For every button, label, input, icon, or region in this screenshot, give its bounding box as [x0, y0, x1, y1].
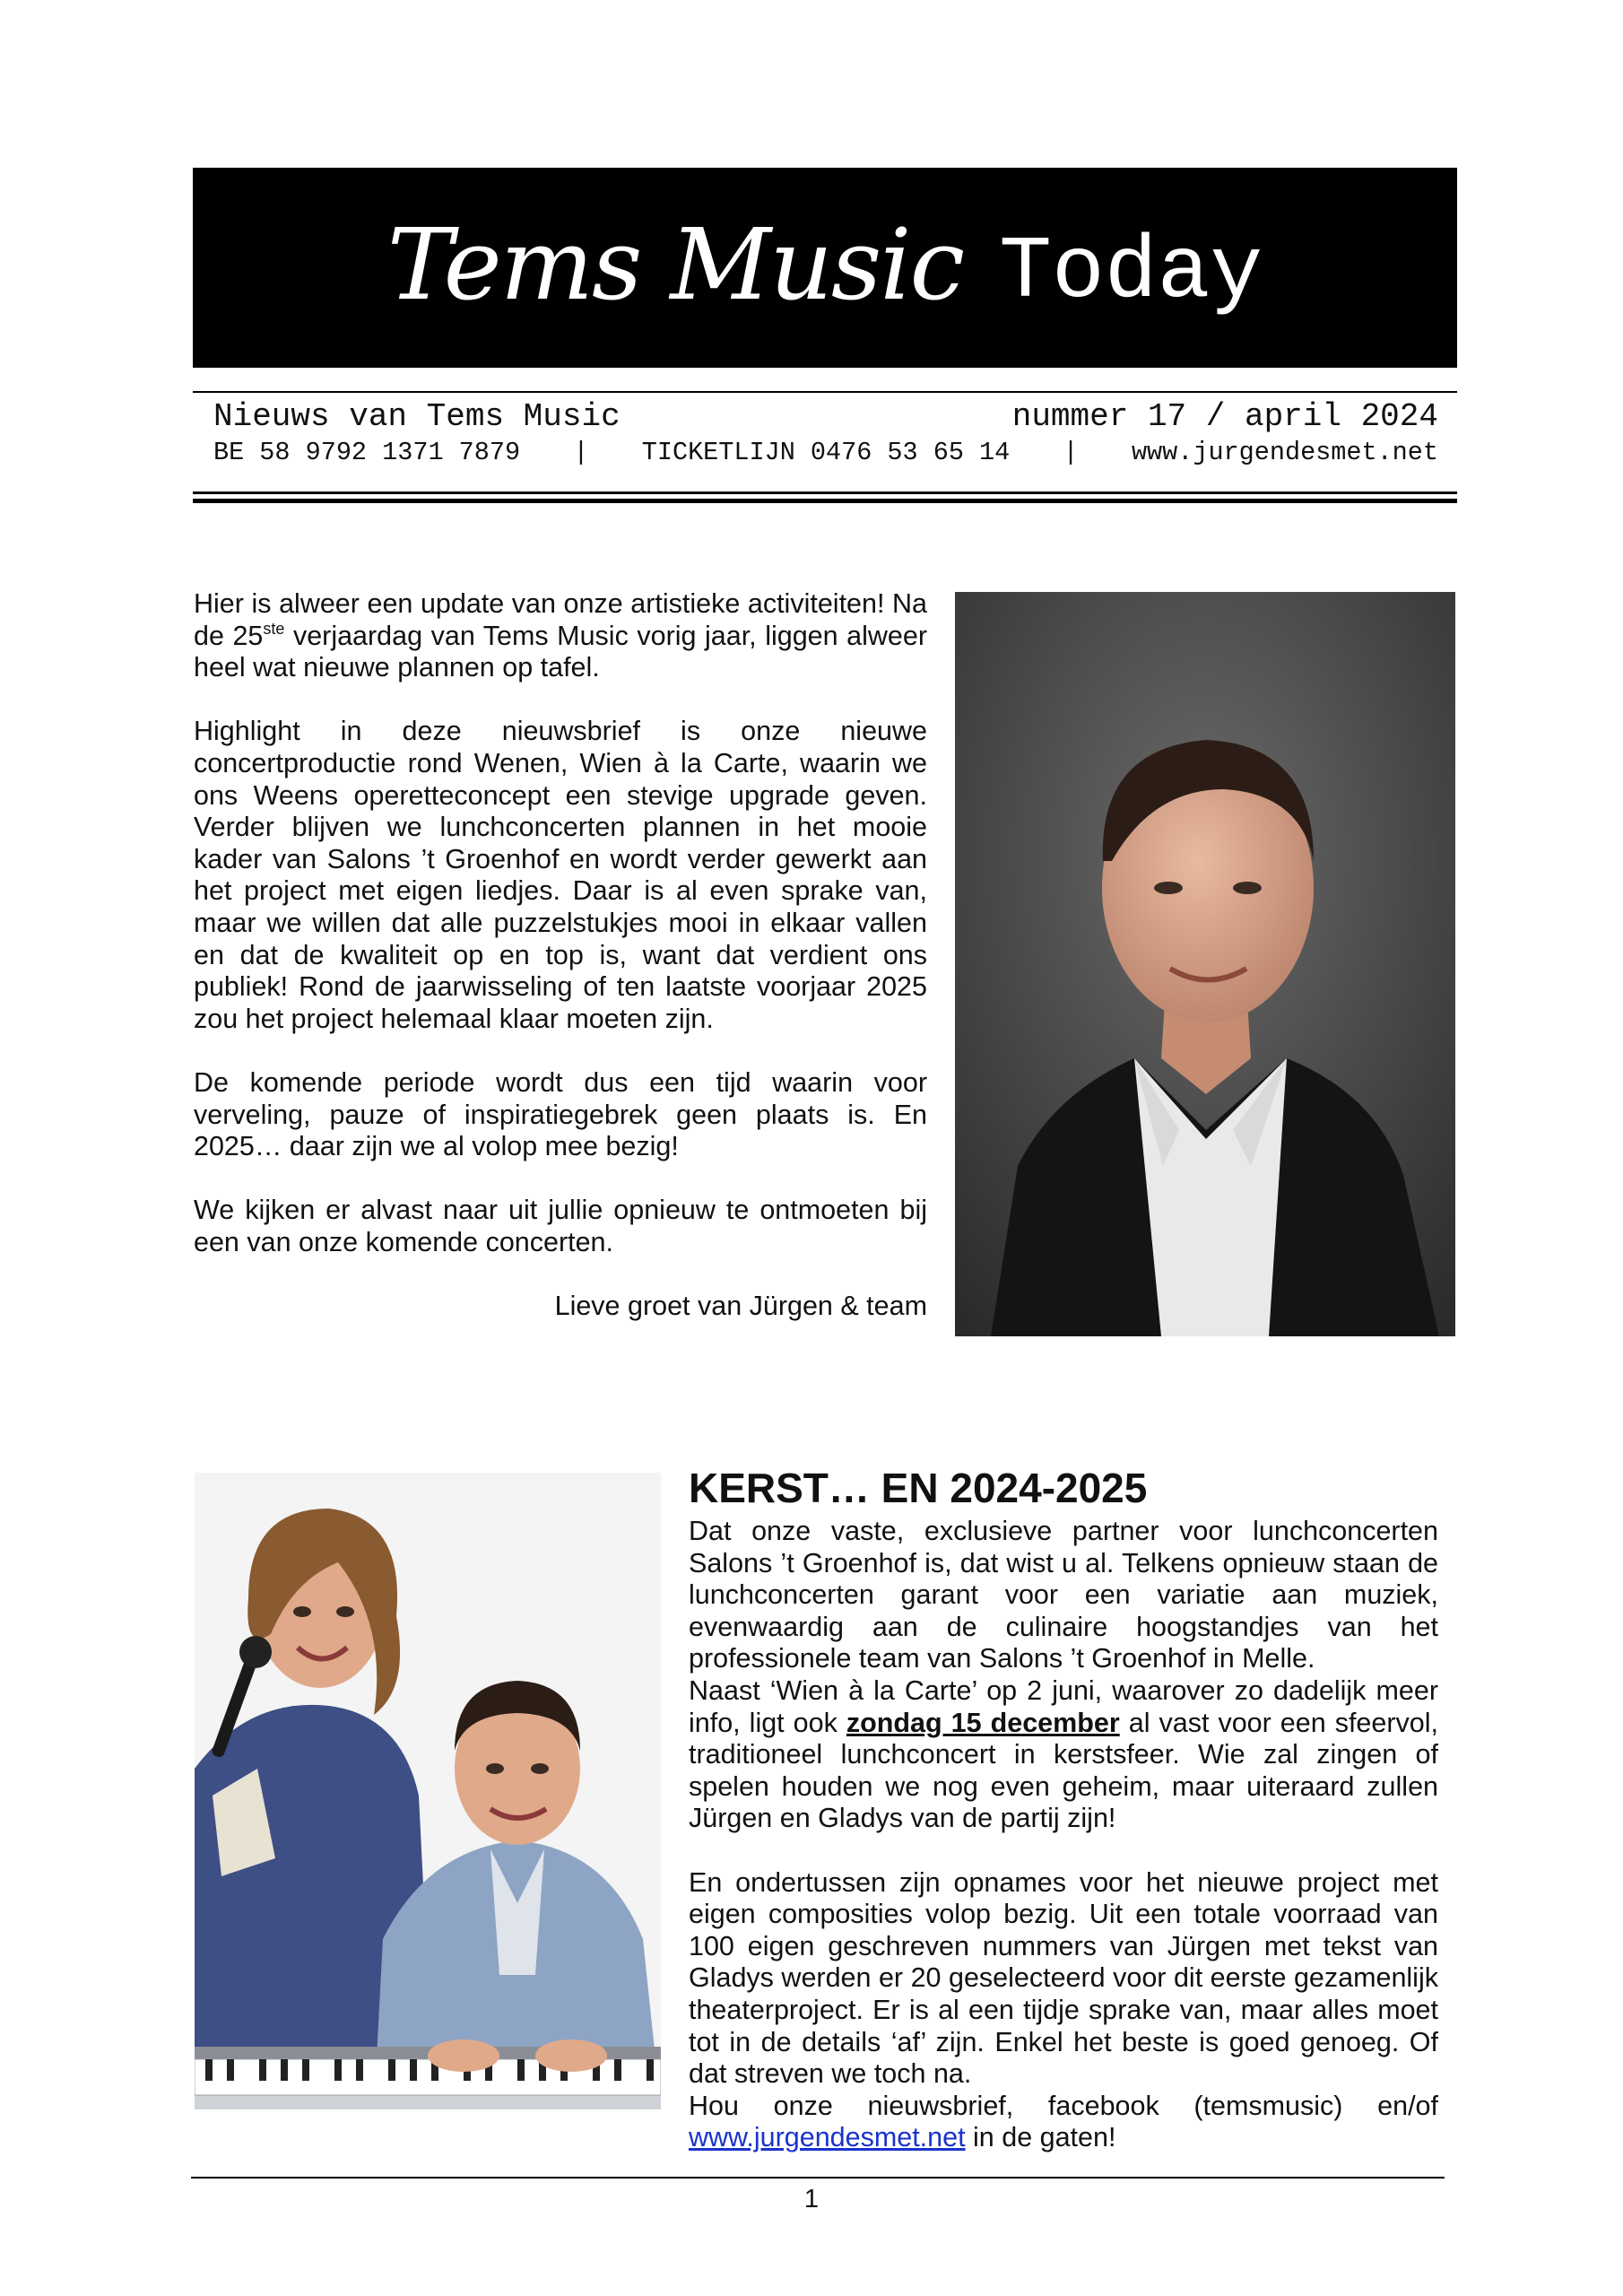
duo-photo — [195, 1473, 661, 2109]
header-double-rule-top — [193, 491, 1457, 494]
intro-text: verjaardag van Tems Music vorig jaar, liggen alweer heel wat nieuwe plannen op tafel. — [194, 620, 927, 683]
website-link[interactable]: www.jurgendesmet.net — [689, 2122, 966, 2153]
kerst-text: in de gaten! — [965, 2122, 1116, 2153]
portrait-photo — [955, 592, 1455, 1336]
header-rule — [193, 391, 1457, 393]
issue-number: nummer 17 / april 2024 — [1011, 398, 1438, 435]
kerst-paragraph: Dat onze vaste, exclusieve partner voor lunchconcerten Salons ’t Groenhof is, dat wist u al. Telkens opnieuw staan de lunchconcerten garant voor een variatie aan muziek, evenwaardig aan de culinaire hoogstandjes van het professionele team van Salons ’t Groenhof in Melle. — [689, 1516, 1438, 1674]
portrait-illustration — [955, 592, 1455, 1336]
separator: | — [1063, 438, 1079, 467]
ticket-line: TICKETLIJN 0476 53 65 14 — [641, 438, 1011, 467]
kerst-body — [689, 1516, 1438, 2154]
bank-account: BE 58 9792 1371 7879 — [213, 438, 521, 467]
kerst-article — [689, 1464, 1438, 2154]
masthead-plain-title: Today — [999, 223, 1263, 323]
intro-text: Hier is alweer een update van onze artistieke activiteiten! Na de 25 — [194, 588, 927, 651]
intro-paragraph: Highlight in deze nieuwsbrief is onze nieuwe concertproductie rond Wenen, Wien à la Carte, waarin we ons Weens operetteconcept een stevige upgrade geven. Verder blijven we lunchconcerten plannen in het mooie kader van Salons ’t Groenhof en wordt verder gewerkt aan het project met eigen liedjes. Daar is al even sprake van, maar we willen dat alle puzzelstukjes mooi in elkaar vallen en dat de kwaliteit op en top is, want dat verdient ons publiek! Rond de jaarwisseling of ten laatste voorjaar 2025 zou het project helemaal klaar moeten zijn. — [194, 716, 927, 1034]
newsletter-source: Nieuws van Tems Music — [213, 398, 621, 435]
signoff: Lieve groet van Jürgen & team — [554, 1291, 927, 1322]
ordinal-suffix: ste — [263, 619, 285, 638]
page-number: 1 — [803, 2185, 820, 2213]
kerst-heading: KERST… EN 2024-2025 — [689, 1465, 1148, 1511]
kerst-text: Naast ‘Wien à la Carte’ op 2 juni, waarover zo dadelijk meer info, ligt ook — [689, 1674, 1438, 1738]
kerst-text: Hou onze nieuwsbrief, facebook (temsmusic) en/of — [689, 2090, 1438, 2121]
kerst-text: al vast voor een sfeervol, traditioneel lunchconcert in kerstsfeer. Wie zal zingen of spelen houden we nog even geheim, maar uiteraard zullen Jürgen en Gladys van de partij zijn! — [689, 1707, 1438, 1834]
intro-article — [194, 588, 927, 1323]
intro-paragraph: We kijken er alvast naar uit jullie opnieuw te ontmoeten bij een van onze komende concerten. — [194, 1195, 927, 1257]
issue-info-line — [213, 398, 1438, 435]
masthead-script-title: Tems Music — [386, 206, 964, 322]
separator: | — [573, 438, 589, 467]
kerst-paragraph — [689, 2091, 1438, 2154]
footer-rule — [191, 2177, 1445, 2179]
intro-paragraph — [194, 588, 927, 684]
concert-date: zondag 15 december — [846, 1707, 1120, 1738]
duo-illustration — [195, 1473, 661, 2109]
header-double-rule-bottom — [193, 499, 1457, 503]
contact-info-line — [213, 438, 1438, 467]
header-website-link[interactable]: www.jurgendesmet.net — [1131, 438, 1438, 467]
intro-paragraph: De komende periode wordt dus een tijd waarin voor verveling, pauze of inspiratiegebrek geen plaats is. En 2025… daar zijn we al volop mee bezig! — [194, 1066, 927, 1162]
kerst-paragraph — [689, 1675, 1438, 1835]
masthead-banner — [193, 168, 1457, 368]
kerst-paragraph: En ondertussen zijn opnames voor het nieuwe project met eigen composities volop bezig. Uit een totale voorraad van 100 eigen geschreven nummers van Jürgen met tekst van Gladys werden er 20 geselecteerd voor dit eerste gezamenlijk theaterproject. Er is al een tijdje sprake van, maar alles moet tot in de details ‘af’ zijn. Enkel het beste is goed genoeg. Of dat streven we toch na. — [689, 1866, 1438, 2090]
